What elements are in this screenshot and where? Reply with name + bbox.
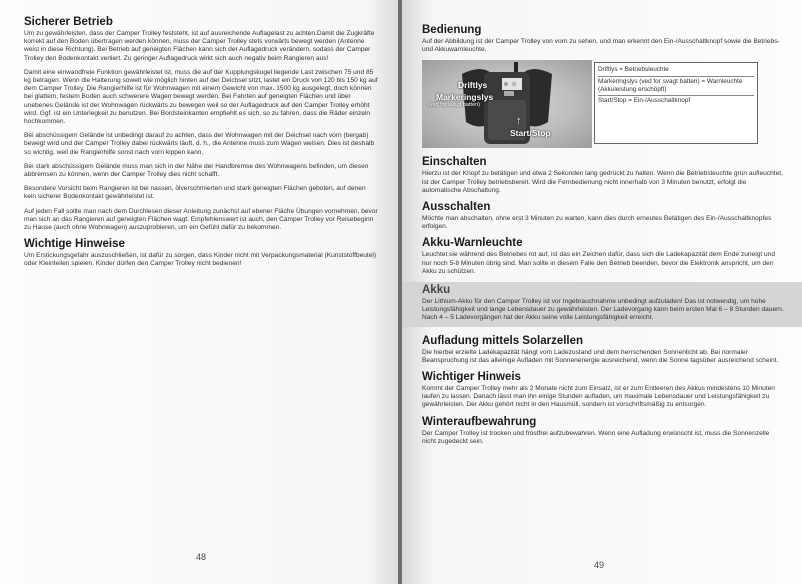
section-title-akku-warnleuchte: Akku-Warnleuchte	[422, 237, 523, 250]
device-photo	[422, 60, 592, 148]
section-title-einschalten: Einschalten	[422, 156, 487, 169]
callout-markeringslys: Markeringslys	[436, 92, 494, 103]
paragraph: Hierzu ist der Knopf zu betätigen und etwa 2 Sekunden lang gedrückt zu halten. Wenn die Betriebsleuchte grün aufleuchtet, ist der Camper Trolley betriebsbereit. Wird die Fernbedienung nicht innerhalb von 3 Minuten benutzt, erfolgt die automatische Abschaltung.	[422, 170, 783, 194]
section-title-winteraufbewahrung: Winteraufbewahrung	[422, 415, 537, 428]
device-figure	[422, 60, 780, 148]
akku-highlight-box	[402, 282, 802, 327]
section-title-wichtiger-hinweis: Wichtiger Hinweis	[422, 371, 521, 384]
legend-table	[594, 62, 758, 144]
section-title-solarzellen: Aufladung mittels Solarzellen	[422, 334, 584, 347]
legend-row: Markeringslys (ved for svagt batteri) = Warnleuchte (Akkuleistung erschöpft)	[598, 77, 754, 96]
paragraph: Leuchtet sie während des Betriebes rot auf, ist das ein Zeichen dafür, dass sich die Ladekapazität dem Ende zuneigt und nur noch 5-8 Minuten übrig sind. Man sollte in diesem Falle den Betrieb beenden, bevor die Elektronik anspricht, um den Akku zu schützen.	[422, 251, 775, 275]
paragraph: Bei abschüssigem Gelände ist unbedingt darauf zu achten, dass der Wohnwagen mit der Deichsel nach vorn (bergab) bewegt wird und der Camper Trolley dabei rückwärts läuft, d. h., die Antenne muss zum Wagen weisen. Dies ist deshalb so wichtig, weil die Rangierhilfe sonst nach vorn kippen kann.	[24, 132, 375, 156]
paragraph: Möchte man abschalten, ohne erst 3 Minuten zu warten, kann dies durch erneutes Betätigen des Ein-/Ausschaltknopfes erfolgen.	[422, 215, 772, 231]
right-page	[402, 0, 802, 584]
page-number-right: 49	[594, 560, 605, 570]
paragraph: Der Lithium-Akku für den Camper Trolley ist vor Ingebrauchnahme unbedingt aufzuladen! Das ist notwendig, um hohe Leistungsfähigkeit und lange Lebensdauer zu gewährleisten. Der Ladevorgang kann beim ersten Mal 6 – 8 Stunden dauern. Nach 4 – 5 Ladevorgängen hat der Akku seine volle Leistungsfähigkeit erreicht.	[422, 298, 784, 322]
section-title-wichtige-hinweise: Wichtige Hinweise	[24, 238, 125, 251]
section-title-bedienung: Bedienung	[422, 24, 482, 36]
section-title-sicherer-betrieb: Sicherer Betrieb	[24, 16, 113, 28]
legend-row: Start/Stop = Ein-/Ausschaltknopf	[598, 97, 691, 105]
paragraph: Auf jeden Fall sollte man nach dem Durchlesen dieser Anleitung zunächst auf ebener Fläche Übungen vornehmen, bevor man sich an das Rangieren auf geneigten Flächen wagt. Empfehlenswert ist auch, den Camper Trolley vor Reisebeginn zu Hause (auch ohne Wohnwagen) auszuprobieren, um ein Gefühl dafür zu bekommen.	[24, 207, 378, 232]
arrow-up-icon: ↑	[516, 115, 522, 128]
paragraph: Um zu gewährleisten, dass der Camper Trolley feststeht, ist auf ausreichende Auflagelast zu achten.Damit die Zugkräfte korrekt auf den Boden übertragen werden können, muss der Camper Trolley stets vorwärts bewegt werden (Antenne weist in diese Richtung). Bei Betrieb auf geneigten Flächen kann sich der Auflagedruck verändern, sodass der Camper Trolley den Bodenkontakt verliert. Zu geringer Auflagedruck wirkt sich auch negativ beim Rangieren aus!	[24, 30, 375, 62]
paragraph: Der Camper Trolley ist trocken und frostfrei aufzubewahren. Wenn eine Aufladung erwünscht ist, muss die Sonnenzelle nicht zugedeckt sein.	[422, 429, 770, 445]
paragraph: Damit eine einwandfreie Funktion gewährleistet ist, muss die auf der Kupplungskugel liegende Last zwischen 75 und 85 kg betragen. Wenn die Halterung soweit wie möglich hinten auf der Deichsel sitzt, lastet ein Druck von 120 bis 150 kg auf dem Camper Trolley. Die Rangierhilfe ist für Wohnwagen mit einem Gewicht von max. 1500 kg ausgelegt, doch können bei glattem, festem Boden auch schwerere Wagen bewegt werden. Bei Fahrten auf geneigten Flächen und über unebenes Gelände ist der Wohnwagen rückwärts zu bewegen weil so der Auflagedruck auf den Camper Trolley erhöht wird. Ggf. ist ein Unterlegkeil zu benutzen. Bei Bordsteinkanten empfiehlt es sich, so zu fahren, dass die Räder einzeln hochkommen.	[24, 68, 378, 126]
callout-start-stop: Start/Stop	[510, 128, 551, 139]
page-number-left: 48	[196, 552, 207, 562]
paragraph: Kommt der Camper Trolley mehr als 2 Monate nicht zum Einsatz, ist er zum Entleeren des Akkus mindestens 10 Minuten laufen zu lassen. Danach lässt man ihn einige Stunden aufladen, um maximale Lebensdauer und Leistungsfähigkeit zu gewährleisten. Der Akku gehört nicht in den Hausmüll, sondern ist vorschriftsmäßig zu entsorgen.	[422, 385, 775, 409]
callout-driftlys: Driftlys	[458, 80, 488, 91]
left-page	[0, 0, 398, 584]
paragraph: Die hierbei erzielte Ladekapazität hängt vom Ladezustand und dem herrschenden Sonnenlicht ab. Bei normaler Beanspruchung ist das alleinige Aufladen mit Sonnenenergie ausreichend, wenn die Sonne tagsüber ausreichend scheint.	[422, 348, 779, 364]
legend-row: Driftlys = Betriebsleuchte	[598, 65, 754, 77]
paragraph: Bei stark abschüssigem Gelände muss man sich in der Nähe der Handbremse des Wohnwagens befinden, um diesen abbremsen zu können, wenn der Camper Trolley dies nicht schafft.	[24, 162, 369, 179]
section-title-ausschalten: Ausschalten	[422, 201, 491, 214]
paragraph: Um Erstickungsgefahr auszuschließen, ist dafür zu sorgen, dass Kinder nicht mit Verpackungsmaterial (Kunststoffbeutel) oder Kleinteilen spielen. Kinder dürfen den Camper Trolley nicht bedienen!	[24, 252, 377, 268]
section-title-akku: Akku	[422, 284, 451, 297]
callout-small-note: (ved for svagt batteri)	[428, 102, 480, 109]
paragraph: Auf der Abbildung ist der Camper Trolley von vorn zu sehen, und man erkennt den Ein-/Ausschaltknopf sowie die Betriebs- und Akkuwarnleuchte.	[422, 38, 780, 54]
paragraph: Besondere Vorsicht beim Rangieren ist bei nassen, ölverschmierten und stark geneigten Flächen geboten, auf denen kein sicherer Bodenkontakt gewährleistet ist.	[24, 185, 366, 201]
